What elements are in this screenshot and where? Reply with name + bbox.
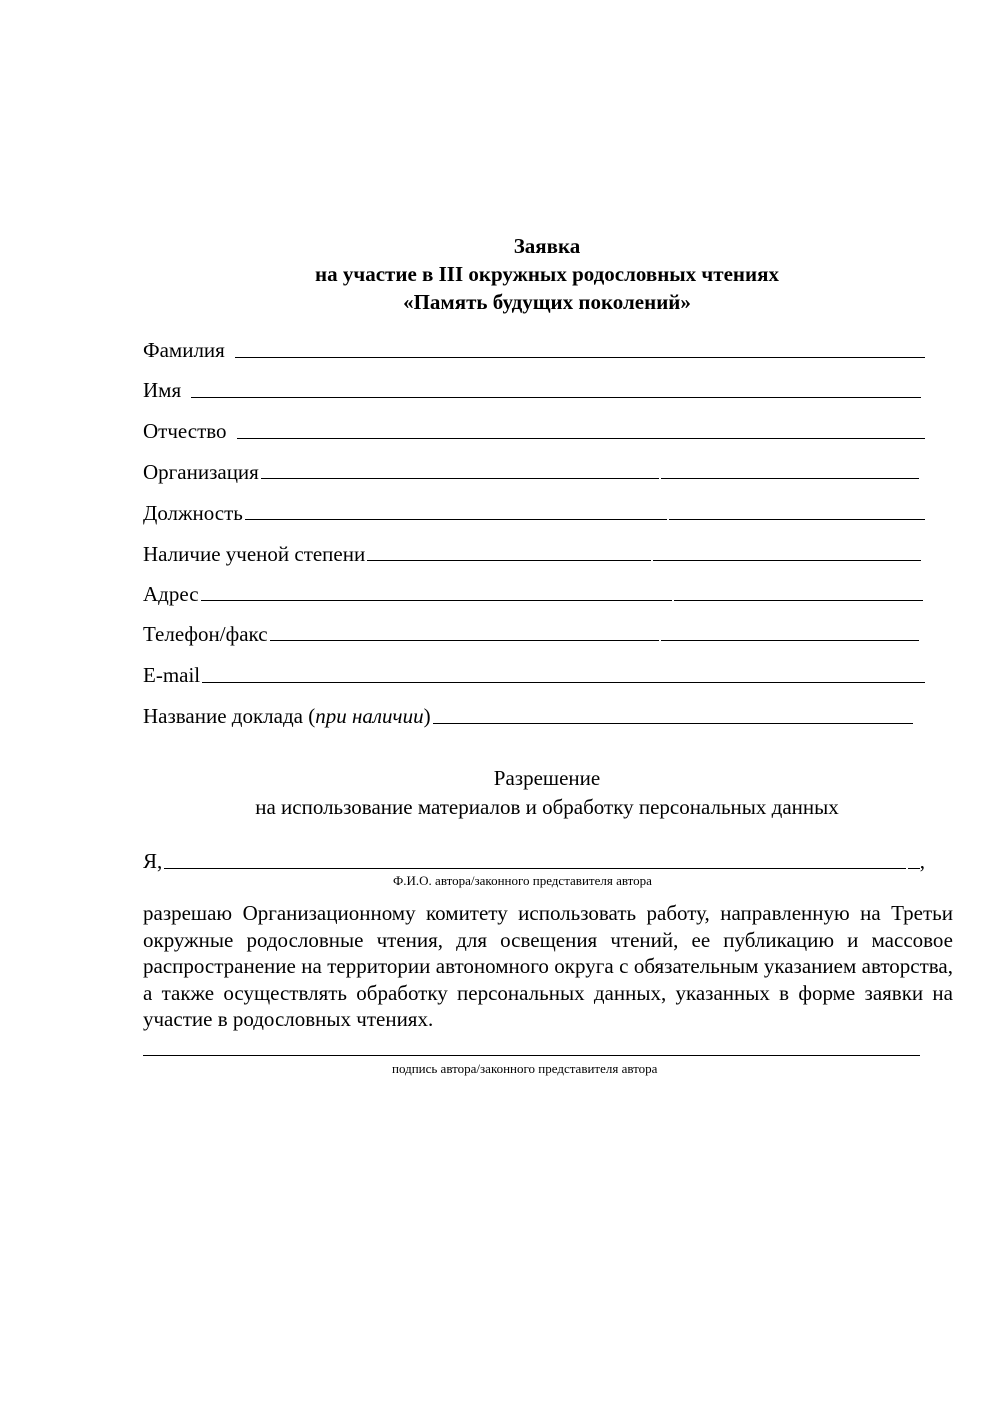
field-address-label: Адрес [143, 582, 199, 606]
field-phone-fax-label: Телефон/факс [143, 622, 268, 646]
field-first-name-line[interactable] [191, 397, 921, 398]
field-first-name-label: Имя [143, 378, 182, 402]
field-email[interactable] [143, 658, 925, 688]
field-report-title-line[interactable] [433, 723, 913, 724]
field-degree-line[interactable] [367, 560, 921, 562]
title-block [0, 232, 1000, 316]
field-position[interactable] [143, 496, 925, 526]
field-phone-fax-line[interactable] [270, 640, 919, 642]
name-field-line[interactable] [164, 868, 905, 869]
permission-heading-line2: на использование материалов и обработку персональных данных [255, 795, 839, 819]
field-position-label: Должность [143, 501, 243, 525]
field-organization-line[interactable] [261, 478, 919, 480]
field-degree[interactable] [143, 537, 925, 567]
field-report-title-label: Название доклада (при наличии) [143, 704, 431, 728]
field-surname-line[interactable] [235, 357, 925, 358]
field-report-title[interactable] [143, 699, 925, 729]
signature-line[interactable] [143, 1055, 920, 1056]
form-title: Заявка [513, 234, 581, 258]
field-surname[interactable] [143, 333, 925, 363]
permission-heading [0, 764, 1000, 822]
field-organization-label: Организация [143, 460, 259, 484]
field-email-label: E-mail [143, 663, 201, 687]
field-phone-fax[interactable] [143, 617, 925, 647]
field-patronymic-line[interactable] [237, 438, 925, 439]
field-address-line[interactable] [201, 600, 923, 602]
name-caption: Ф.И.О. автора/законного представителя автора [393, 873, 652, 888]
form-subtitle-line1: на участие в III окружных родословных чтениях [315, 262, 779, 286]
field-email-line[interactable] [202, 682, 925, 683]
permission-body-text: разрешаю Организационному комитету использовать работу, направленную на Третьи окружные родословные чтения, для освещения чтений, ее публикацию и массовое распространение на территории автономного округа с обязательным указанием авторства, а также осуществлять обработку персональных данных, указанных в форме заявки на участие в родословных чтениях. [143, 901, 953, 1031]
signature-caption: подпись автора/законного представителя автора [392, 1061, 658, 1076]
field-patronymic[interactable] [143, 414, 925, 444]
field-position-line[interactable] [245, 519, 925, 521]
field-address[interactable] [143, 577, 925, 607]
name-field-row[interactable] [143, 844, 925, 874]
field-surname-label: Фамилия [143, 338, 225, 362]
field-degree-label: Наличие ученой степени [143, 542, 366, 566]
form-subtitle-line2: «Память будущих поколений» [403, 290, 691, 314]
field-first-name[interactable] [143, 373, 925, 403]
field-patronymic-label: Отчество [143, 419, 227, 443]
name-field-tail: , [908, 849, 925, 874]
field-organization[interactable] [143, 455, 925, 485]
ya-prefix: Я, [143, 849, 163, 873]
permission-heading-line1: Разрешение [493, 766, 601, 790]
field-report-title-italic: при наличии [315, 704, 424, 728]
